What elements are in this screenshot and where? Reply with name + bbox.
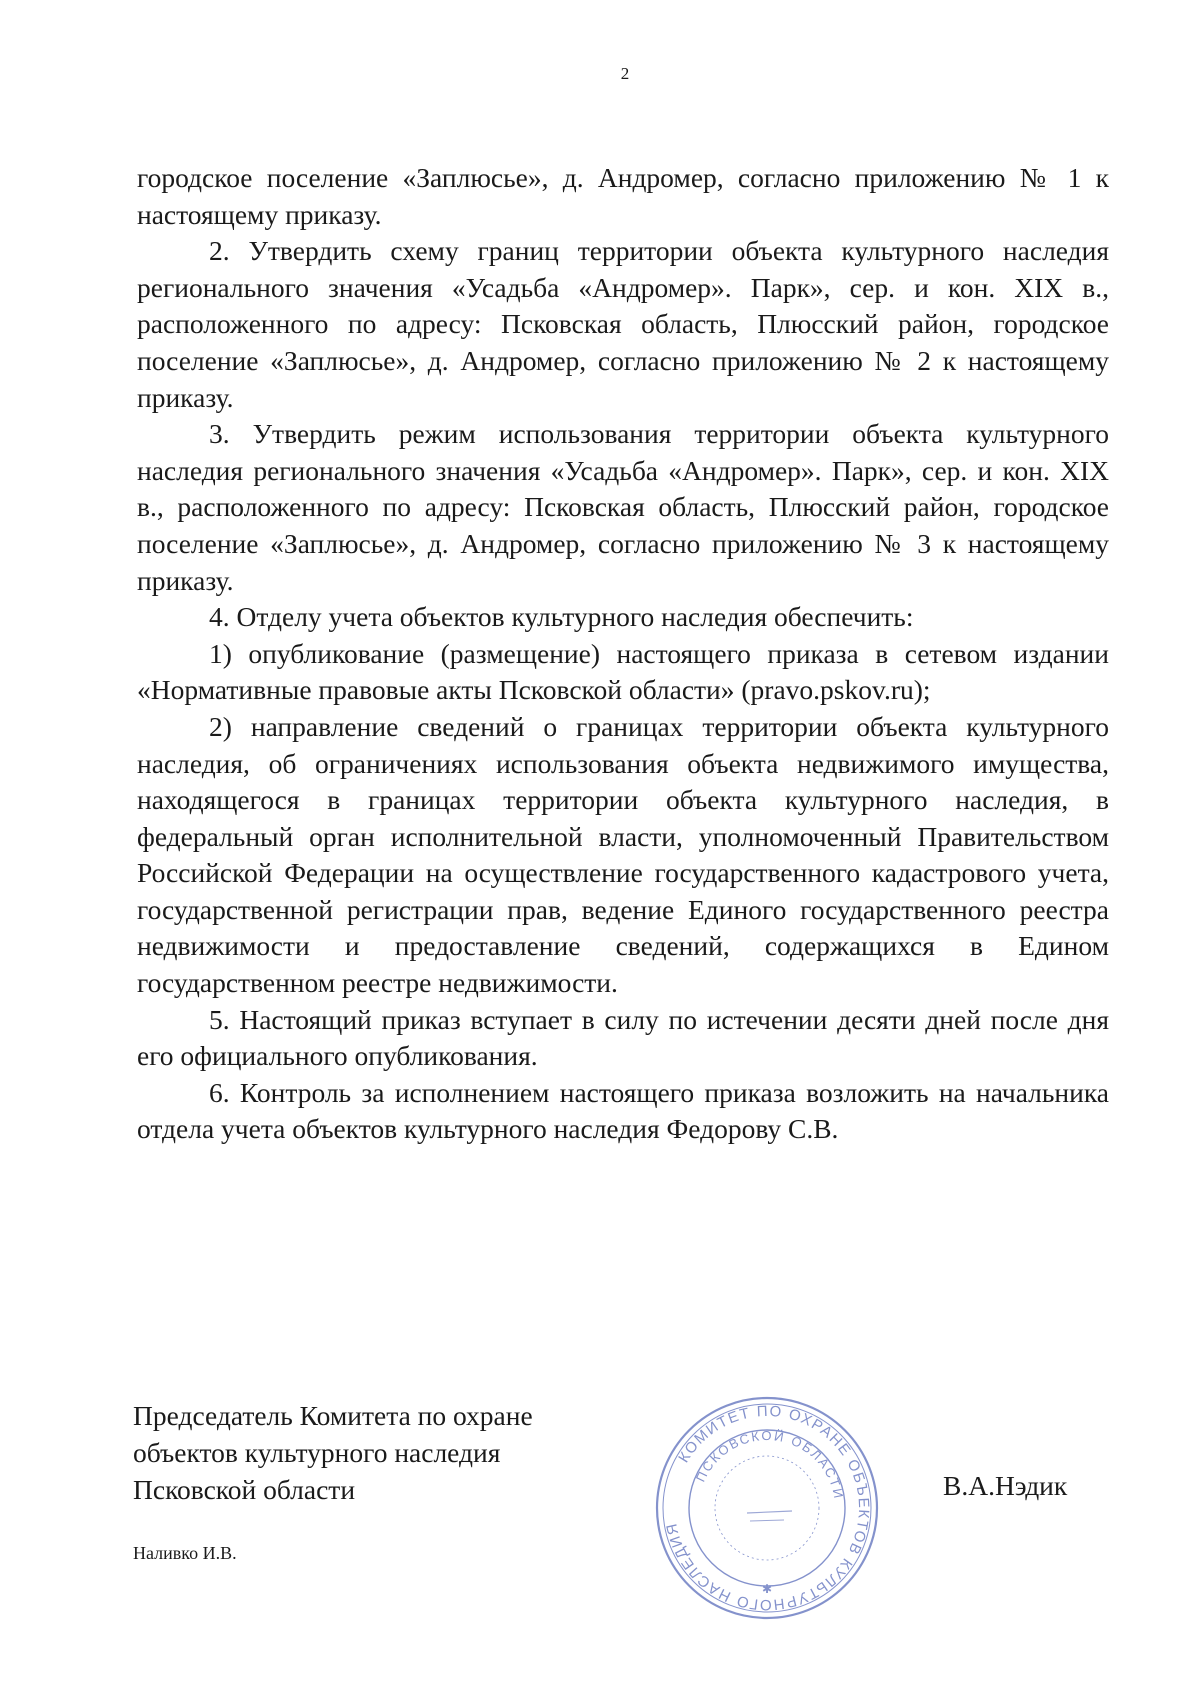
executor-name: Наливко И.В. <box>133 1543 237 1563</box>
signatory-position-line: Председатель Комитета по охране <box>133 1400 533 1431</box>
paragraph-item-3: 3. Утвердить режим использования территории объекта культурного наследия регионального значения «Усадьба «Андромер». Парк», сер. и кон. XIX в., расположенного по адресу: Псковская область, Плюсский район, городское поселение «Заплюсье», д. Андромер, согласно приложению № 3 к настоящему приказу. <box>137 418 1109 596</box>
official-seal-stamp <box>652 1393 882 1623</box>
paragraph-item-4-1: 1) опубликование (размещение) настоящего приказа в сетевом издании «Нормативные правовые акты Псковской области» (pravo.pskov.ru); <box>137 637 1109 706</box>
svg-text:✱: ✱ <box>761 1582 773 1596</box>
svg-text:КОМИТЕТ ПО ОХРАНЕ ОБЪЕКТОВ КУЛ: КОМИТЕТ ПО ОХРАНЕ ОБЪЕКТОВ КУЛЬТУРНОГО НАСЛЕДИЯ <box>663 1402 873 1614</box>
signatory-position-line: объектов культурного наследия <box>133 1437 501 1468</box>
paragraph-item-6: 6. Контроль за исполнением настоящего приказа возложить на начальника отдела учета объектов культурного наследия Федорову С.В. <box>137 1076 1109 1145</box>
page-number: 2 <box>620 64 630 83</box>
signatory-position-line: Псковской области <box>133 1474 356 1505</box>
paragraph-item-4-2: 2) направление сведений о границах территории объекта культурного наследия, об ограничениях использования объекта недвижимого имущества, находящегося в границах территории объекта культурного наследия, в федеральный орган исполнительной власти, уполномоченный Правительством Российской Федерации на осуществление государственного кадастрового учета, государственной регистрации прав, ведение Единого государственного реестра недвижимости и предоставление сведений, содержащихся в Едином государственном реестре недвижимости. <box>137 710 1109 999</box>
signatory-name: В.А.Нэдик <box>943 1470 1068 1501</box>
signatory-position <box>133 1397 533 1508</box>
paragraph-continuation: городское поселение «Заплюсье», д. Андромер, согласно приложению № 1 к настоящему приказу. <box>137 162 1109 230</box>
paragraph-item-2: 2. Утвердить схему границ территории объекта культурного наследия регионального значения «Усадьба «Андромер». Парк», сер. и кон. XIX в., расположенного по адресу: Псковская область, Плюсский район, городское поселение «Заплюсье», д. Андромер, согласно приложению № 2 к настоящему приказу. <box>137 235 1109 413</box>
svg-text:ПСКОВСКОЙ ОБЛАСТИ: ПСКОВСКОЙ ОБЛАСТИ <box>692 1427 847 1502</box>
paragraph-item-4: 4. Отделу учета объектов культурного наследия обеспечить: <box>209 601 914 633</box>
paragraph-item-5: 5. Настоящий приказ вступает в силу по истечении десяти дней после дня его официального опубликования. <box>137 1003 1109 1072</box>
order-body <box>137 160 1109 1148</box>
